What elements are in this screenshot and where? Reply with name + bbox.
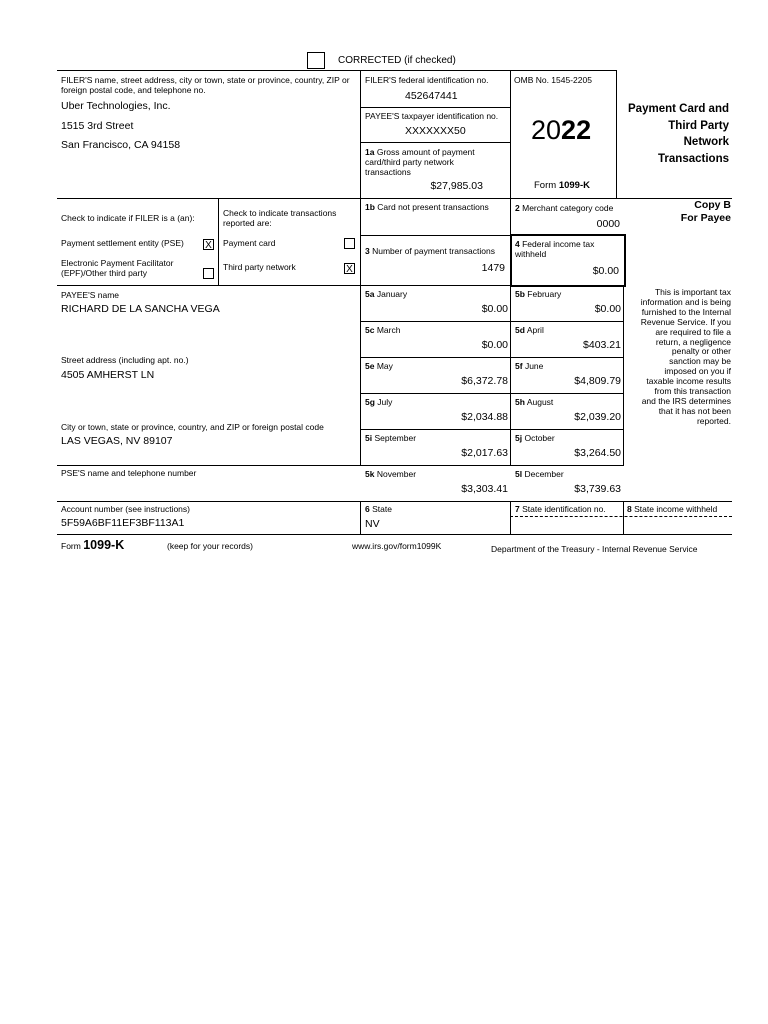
box2-value: 0000 [596,218,620,230]
month-box-label: 5e May [365,361,393,371]
month-box-value: $3,739.63 [574,483,621,495]
account-label: Account number (see instructions) [61,504,190,514]
filer-fin-value: 452647441 [405,90,458,102]
month-box-label: 5j October [515,433,555,443]
filer-fin-label: FILER'S federal identification no. [365,75,489,85]
filer-label: FILER'S name, street address, city or town, state or province, country, ZIP or foreign postal code, and telephone no. [61,75,350,95]
month-box-label: 5f June [515,361,544,371]
month-box-value: $6,372.78 [461,375,508,387]
payee-street-label: Street address (including apt. no.) [61,355,189,365]
month-box-label: 5i September [365,433,417,443]
month-box-value: $2,017.63 [461,447,508,459]
box1a-label: 1a Gross amount of payment card/third party network transactions [365,147,475,177]
month-box-label: 5h August [515,397,554,407]
third-party-network-label: Third party network [223,262,296,272]
trans-type-label: Check to indicate transactions reported are: [223,208,337,228]
box6-label: 6 State [365,504,392,514]
filer-street: 1515 3rd Street [61,120,134,132]
box4-value: $0.00 [592,265,619,277]
month-box-value: $403.21 [583,339,621,351]
filer-city: San Francisco, CA 94158 [61,139,181,151]
payee-tin-label: PAYEE'S taxpayer identification no. [365,111,499,121]
month-box-value: $2,039.20 [574,411,621,423]
tax-year: 2022 [531,115,592,145]
form-title: Payment Card and Third Party Network Transactions [628,103,729,165]
footer-form: Form 1099-K [61,538,125,552]
pse-info-label: PSE'S name and telephone number [61,468,197,478]
corrected-label: CORRECTED (if checked) [338,55,456,66]
account-value: 5F59A6BF11EF3BF113A1 [61,517,185,529]
box6-value: NV [365,518,380,530]
filer-name: Uber Technologies, Inc. [61,100,171,112]
month-box-label: 5l December [515,469,564,479]
month-box-value: $3,303.41 [461,483,508,495]
payee-city-label: City or town, state or province, country, and ZIP or foreign postal code [61,422,324,432]
box3-label: 3 Number of payment transactions [365,246,495,256]
payee-street: 4505 AMHERST LN [61,369,155,381]
corrected-checkbox[interactable] [307,52,325,69]
month-box-value: $2,034.88 [461,411,508,423]
omb-form: Form 1099-K [534,180,590,191]
payee-name-label: PAYEE'S name [61,290,120,300]
payee-tin-value: XXXXXXX50 [405,125,466,137]
footer-dept: Department of the Treasury - Internal Revenue Service [491,544,698,554]
month-box-value: $0.00 [481,339,508,351]
month-box-label: 5g July [365,397,393,407]
month-box-label: 5k November [365,469,417,479]
epf-label: Electronic Payment Facilitator (EPF)/Other third party [61,258,174,278]
month-box-value: $4,809.79 [574,375,621,387]
filer-type-label: Check to indicate if FILER is a (an): [61,213,195,223]
epf-checkbox[interactable] [203,268,214,279]
month-box-value: $0.00 [594,303,621,315]
omb-number: OMB No. 1545-2205 [514,75,592,85]
month-box-label: 5d April [515,325,544,335]
month-box-label: 5c March [365,325,401,335]
box4-label: 4 Federal income tax withheld [515,239,595,259]
payment-card-label: Payment card [223,238,276,248]
month-box-value: $3,264.50 [574,447,621,459]
copy-b-label: Copy B For Payee [680,199,731,224]
footer-url: www.irs.gov/form1099K [352,541,442,551]
box8-label: 8 State income withheld [627,504,718,514]
pse-label: Payment settlement entity (PSE) [61,238,184,248]
pse-checkbox[interactable]: X [203,239,214,250]
month-box-value: $0.00 [481,303,508,315]
month-box-label: 5b February [515,289,562,299]
box1a-value: $27,985.03 [430,180,483,192]
box1b-label: 1b Card not present transactions [365,202,489,212]
footer-keep: (keep for your records) [167,541,253,551]
third-party-network-checkbox[interactable]: X [344,263,355,274]
payment-card-checkbox[interactable] [344,238,355,249]
important-notice: This is important tax information and is being furnished to the Internal Revenue Service. If you are required to file a return, a negligence penalty or other sanction may be imposed on you if taxable income results from this transaction and the IRS determines that it has not been reported. [640,287,731,426]
payee-name: RICHARD DE LA SANCHA VEGA [61,303,220,315]
box3-value: 1479 [481,262,505,274]
month-box-label: 5a January [365,289,408,299]
box2-label: 2 Merchant category code [515,203,614,213]
payee-city: LAS VEGAS, NV 89107 [61,435,173,447]
box7-label: 7 State identification no. [515,504,606,514]
